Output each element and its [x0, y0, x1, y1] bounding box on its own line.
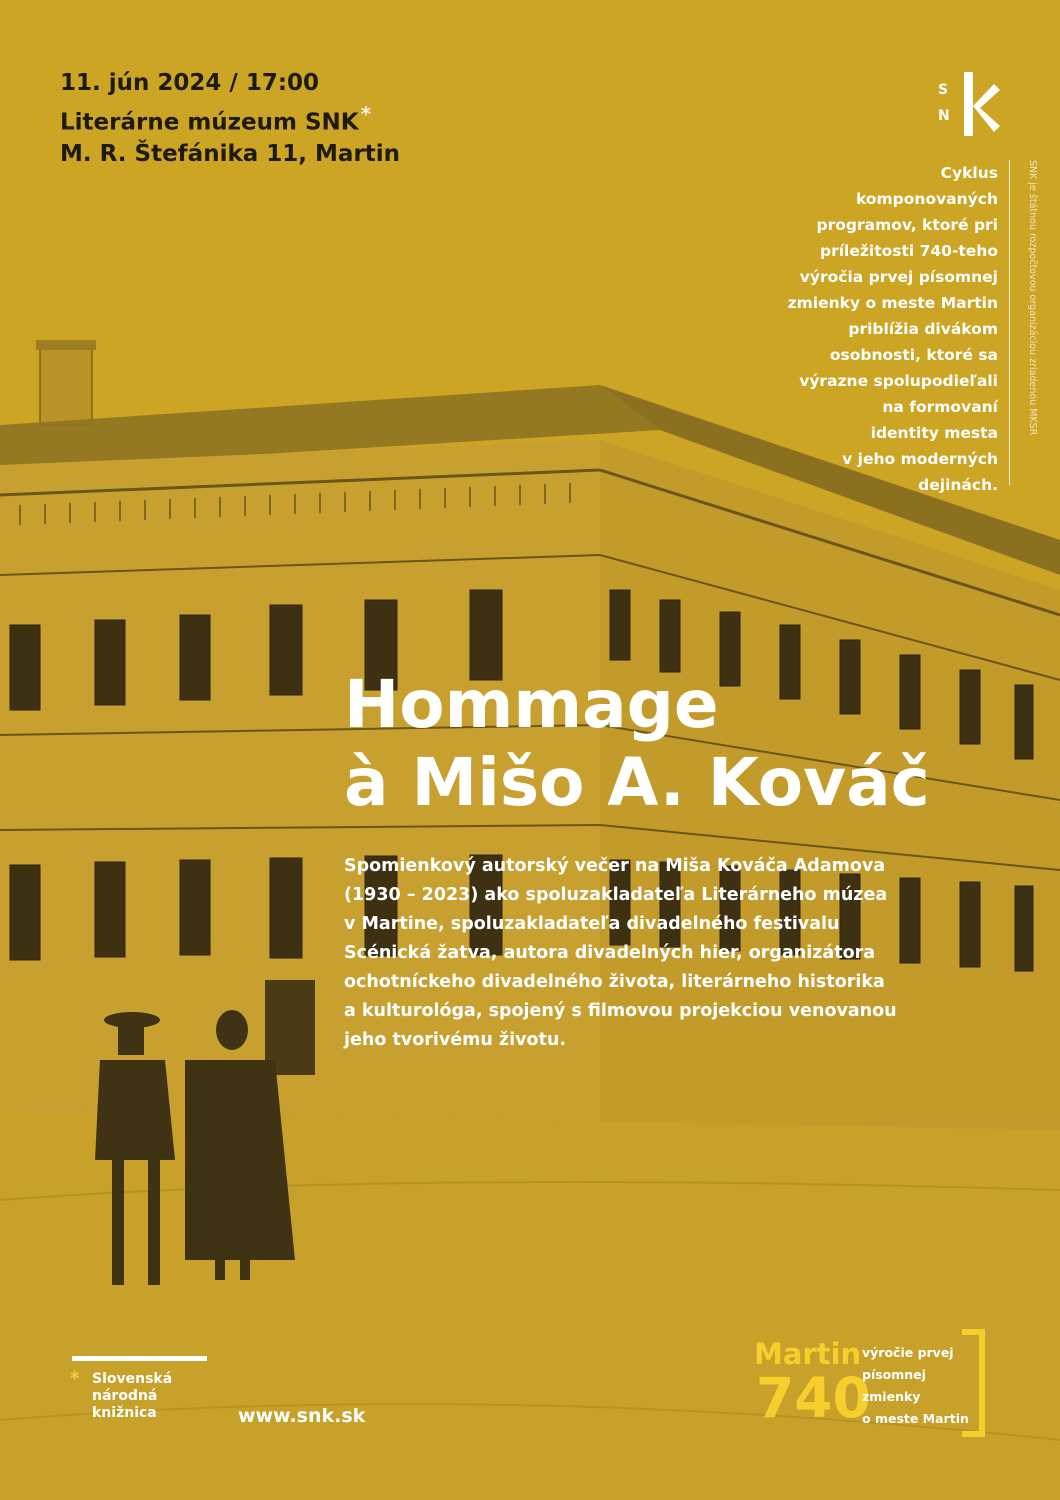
headline-line-1: Hommage	[344, 666, 719, 743]
cycle-line-11: identity mesta	[870, 424, 998, 442]
snk-logo-icon	[938, 70, 1008, 140]
org-name-line-1: Slovenská	[92, 1371, 173, 1387]
logo-k-mark-icon	[960, 70, 1002, 138]
side-note	[1026, 160, 1040, 490]
headline	[344, 666, 930, 822]
bracket-icon	[958, 1328, 988, 1438]
event-description	[344, 852, 964, 1055]
org-name-line-3: knižnica	[92, 1405, 157, 1421]
cycle-description	[768, 160, 998, 498]
event-address: M. R. Štefánika 11, Martin	[60, 140, 401, 167]
anniv-line-4: o meste Martin	[862, 1411, 969, 1426]
cycle-line-12: v jeho moderných	[842, 450, 998, 468]
event-details	[60, 68, 400, 170]
cycle-line-9: výrazne spolupodieľali	[799, 372, 998, 390]
org-name-line-2: národná	[92, 1388, 158, 1404]
description-line-3: v Martine, spoluzakladateľa divadelného festivalu	[344, 914, 840, 934]
cycle-line-8: osobnosti, ktoré sa	[829, 346, 998, 364]
anniv-line-3: zmienky	[862, 1389, 921, 1404]
anniv-line-2: písomnej	[862, 1367, 926, 1382]
cycle-line-7: priblížia divákom	[848, 320, 998, 338]
cycle-line-6: zmienky o meste Martin	[787, 294, 998, 312]
headline-line-2: à Mišo A. Kováč	[344, 744, 930, 821]
cycle-line-10: na formovaní	[882, 398, 998, 416]
event-date-time: 11. jún 2024 / 17:00	[60, 70, 320, 96]
brand-bar	[72, 1356, 207, 1361]
anniversary-text	[862, 1342, 969, 1430]
description-line-5: ochotníckeho divadelného života, literárneho historika	[344, 972, 885, 992]
cycle-divider	[1009, 160, 1010, 485]
cycle-line-13: dejinách.	[918, 476, 998, 494]
organization-name	[92, 1371, 172, 1422]
side-note-text: SNK je štátnou rozpočtovou organizáciou zriadenou MKSR	[1027, 160, 1038, 436]
description-line-6: a kulturológa, spojený s filmovou projekciou venovanou	[344, 1001, 897, 1021]
venue-asterisk: *	[360, 102, 372, 126]
anniversary-city: Martin	[754, 1337, 862, 1371]
description-line-1: Spomienkový autorský večer na Miša Kováča Adamova	[344, 856, 886, 876]
brand-asterisk-icon: *	[70, 1368, 80, 1389]
cycle-line-5: výročia prvej písomnej	[799, 268, 998, 286]
cycle-line-1: Cyklus	[940, 164, 998, 182]
cycle-line-2: komponovaných	[855, 190, 998, 208]
venue-name: Literárne múzeum SNK	[60, 109, 359, 136]
description-line-4: Scénická žatva, autora divadelných hier, organizátora	[344, 943, 876, 963]
anniversary-number: 740	[756, 1366, 871, 1430]
cycle-line-4: príležitosti 740-teho	[819, 242, 998, 260]
anniv-line-1: výročie prvej	[862, 1345, 954, 1360]
cycle-line-3: programov, ktoré pri	[816, 216, 998, 234]
logo-letter-n: N	[938, 108, 950, 124]
website-link[interactable]: www.snk.sk	[238, 1405, 366, 1427]
description-line-2: (1930 – 2023) ako spoluzakladateľa Literárneho múzea	[344, 885, 888, 905]
description-line-7: jeho tvorivému životu.	[344, 1030, 567, 1050]
event-venue	[60, 99, 400, 139]
logo-letter-s: S	[938, 82, 949, 98]
